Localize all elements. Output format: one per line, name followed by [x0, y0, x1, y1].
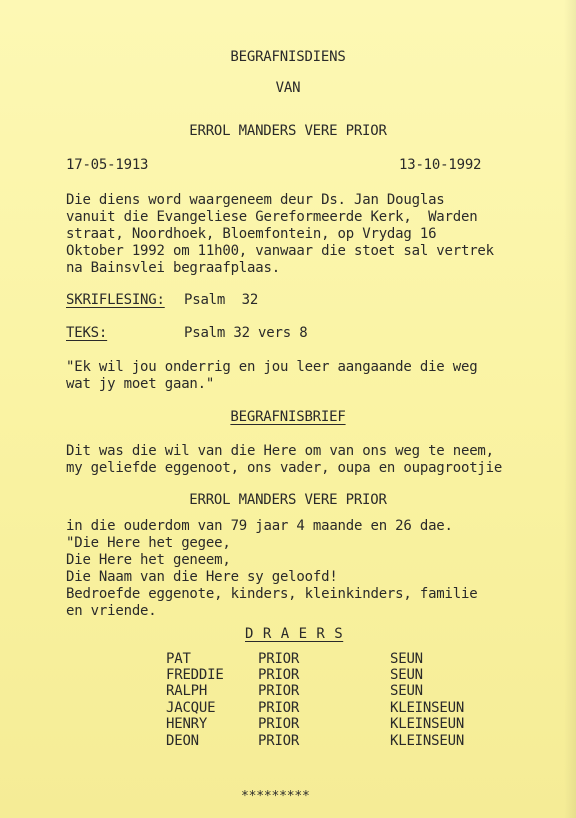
closing-line: "Die Here het gegee, — [66, 535, 231, 551]
deceased-name: ERROL MANDERS VERE PRIOR — [189, 123, 387, 139]
draer-relation: KLEINSEUN — [390, 716, 465, 732]
draer-relation: SEUN — [390, 651, 423, 667]
service-line: vanuit die Evangeliese Gereformeerde Kerk, Warden — [66, 209, 478, 225]
closing-line: en vriende. — [66, 603, 157, 619]
closing-line: in die ouderdom van 79 jaar 4 maande en 26 dae. — [66, 518, 453, 534]
draer-first-name: JACQUE — [166, 700, 216, 716]
title-line-1: BEGRAFNISDIENS — [230, 49, 346, 65]
draer-last-name: PRIOR — [258, 683, 300, 699]
title-line-2: VAN — [275, 80, 301, 96]
brief-line: my geliefde eggenoot, ons vader, oupa en oupagrootjie — [66, 460, 503, 476]
closing-line: Die Naam van die Here sy geloofd! — [66, 569, 338, 585]
service-line: straat, Noordhoek, Bloemfontein, op Vrydag 16 — [66, 226, 437, 242]
teks-label: TEKS: — [66, 325, 108, 341]
draer-last-name: PRIOR — [258, 651, 300, 667]
quote-line: "Ek wil jou onderrig en jou leer aangaande die weg — [66, 359, 478, 375]
draer-first-name: HENRY — [166, 716, 208, 732]
deceased-name-repeat: ERROL MANDERS VERE PRIOR — [189, 492, 387, 508]
birth-date: 17-05-1913 — [66, 157, 149, 173]
service-line: Die diens word waargeneem deur Ds. Jan Douglas — [66, 192, 445, 208]
quote-line: wat jy moet gaan." — [66, 376, 215, 392]
draer-first-name: DEON — [166, 733, 199, 749]
service-line: Oktober 1992 om 11h00, vanwaar die stoet sal vertrek — [66, 243, 494, 259]
draer-relation: SEUN — [390, 667, 423, 683]
skriflesing-value: Psalm 32 — [184, 292, 259, 308]
draer-relation: KLEINSEUN — [390, 700, 465, 716]
brief-heading: BEGRAFNISBRIEF — [230, 409, 346, 425]
closing-line: Die Here het geneem, — [66, 552, 231, 568]
draer-relation: SEUN — [390, 683, 423, 699]
death-date: 13-10-1992 — [399, 157, 482, 173]
skriflesing-label: SKRIFLESING: — [66, 292, 165, 308]
draer-last-name: PRIOR — [258, 716, 300, 732]
footer-stars: ********* — [241, 789, 310, 804]
draer-last-name: PRIOR — [258, 733, 300, 749]
draers-heading: D R A E R S — [245, 626, 344, 642]
draer-last-name: PRIOR — [258, 667, 300, 683]
service-line: na Bainsvlei begraafplaas. — [66, 260, 280, 276]
closing-line: Bedroefde eggenote, kinders, kleinkinders, familie — [66, 586, 478, 602]
draer-first-name: FREDDIE — [166, 667, 224, 683]
draer-relation: KLEINSEUN — [390, 733, 465, 749]
teks-value: Psalm 32 vers 8 — [184, 325, 308, 341]
draer-first-name: PAT — [166, 651, 191, 667]
brief-line: Dit was die wil van die Here om van ons weg te neem, — [66, 443, 494, 459]
draer-last-name: PRIOR — [258, 700, 300, 716]
draer-first-name: RALPH — [166, 683, 208, 699]
